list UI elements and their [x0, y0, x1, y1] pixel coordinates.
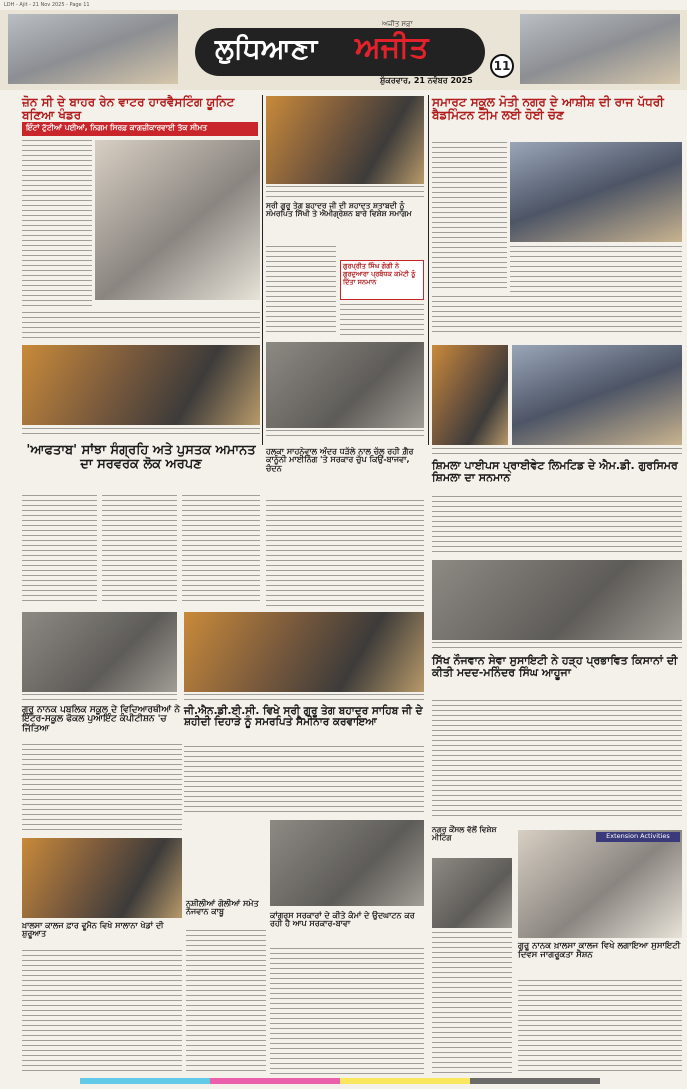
article-text — [266, 246, 336, 336]
article-text — [432, 932, 512, 1075]
headline-school-competition: ਗੁਰੂ ਨਾਨਕ ਪਬਲਿਕ ਸਕੂਲ ਦੇ ਵਿਦਿਆਰਥੀਆਂ ਨੇ ਇੰਟਰ-ਸਕੂਲ ਫੋਕਲ ਪੁਆਇੰਟ ਕੰਪੀਟੀਸ਼ਨ 'ਚ ਜਿੱਤਿਆ — [22, 705, 180, 734]
photo-sports — [22, 838, 182, 918]
masthead-right-image — [520, 14, 680, 84]
print-slug: LDH - Ajit - 21 Nov 2025 - Page 11 — [4, 2, 90, 8]
masthead-city: ਲੁਧਿਆਣਾ — [215, 32, 318, 65]
article-text — [22, 950, 182, 1075]
photo-caption — [266, 430, 424, 440]
headline-samagam: ਸ੍ਰੀ ਗੁਰੂ ਤੇਗ ਬਹਾਦਰ ਜੀ ਦੀ ਸ਼ਹਾਦਤ ਸ਼ਤਾਬਦੀ ਨੂੰ ਸਮਰਪਿਤ ਸਿੱਖੀ ਤੇ ਐਮੀਗ੍ਰੇਸ਼ਨ ਬਾਰੇ ਵਿਸ਼ੇਸ਼ ਸਮਾਗਮ — [266, 201, 412, 218]
headline-badminton: ਸਮਾਰਟ ਸਕੂਲ ਮੋਤੀ ਨਗਰ ਦੇ ਆਸ਼ੀਸ਼ ਦੀ ਰਾਜ ਪੱਧਰੀ ਬੈਡਮਿੰਟਨ ਟੀਮ ਲਈ ਹੋਈ ਚੋਣ — [432, 95, 664, 122]
photo-flood-relief — [432, 560, 682, 640]
photo-caption — [432, 642, 682, 650]
photo-press — [270, 820, 424, 906]
article-text — [22, 140, 92, 310]
headline-shimla-pipes: ਸ਼ਿਮਲਾ ਪਾਈਪਸ ਪ੍ਰਾਈਵੇਟ ਲਿਮਟਿਡ ਦੇ ਐਮ.ਡੀ. ਗੁਰਸਿਮਰ ਸ਼ਿਮਲਾ ਦਾ ਸਨਮਾਨ — [432, 459, 678, 484]
article-text — [22, 495, 97, 605]
photo-samagam — [266, 96, 424, 184]
column-rule — [428, 95, 429, 445]
photo-caption — [184, 694, 424, 702]
article-text — [182, 495, 260, 605]
headline-nagar-council: ਨਗਰ ਕੌਂਸਲ ਵੱਲੋਂ ਵਿਸ਼ੇਸ਼ ਮੀਟਿੰਗ — [432, 825, 497, 842]
photo-award-left — [432, 345, 508, 445]
photo-school — [22, 612, 177, 692]
article-text — [432, 296, 682, 336]
masthead-left-image — [8, 14, 178, 84]
photo-caption — [22, 428, 260, 436]
article-text — [270, 948, 424, 1075]
article-text — [22, 312, 260, 342]
photo-award — [512, 345, 682, 445]
subheadline-rain-water: ਇੰਟਾਂ ਟੁੱਟੀਆਂ ਪਈਆਂ, ਨਿਗਮ ਸਿਰਫ਼ ਕਾਗਜ਼ੀਕਾਰਵਾਈ ਤੱਕ ਸੀਮਤ — [22, 122, 258, 136]
headline-mining: ਹਲਕਾ ਸਾਹਨੇਵਾਲ ਅੰਦਰ ਧੜੱਲੇ ਨਾਲ ਚੱਲ ਰਹੀ ਗ਼ੈਰ ਕਾਨੂੰਨੀ ਮਾਈਨਿੰਗ 'ਤੇ ਸਰਕਾਰ ਚੁੱਪ ਕਿਉਂ-ਬਾਜਵਾ, ਚੰਦਨ — [266, 447, 414, 473]
photo-meeting — [266, 342, 424, 428]
story-highlight-box: ਗੁਰਪ੍ਰੀਤ ਸਿੰਘ ਗੋਗੀ ਨੇ ਗੁਰਦੁਆਰਾ ਪ੍ਰਬੰਧਕ ਕਮੇਟੀ ਨੂੰ ਦਿੱਤਾ ਸਨਮਾਨ — [340, 260, 424, 300]
photo-book-release — [22, 345, 260, 425]
headline-gn-khalsa: ਗੁਰੂ ਨਾਨਕ ਖ਼ਾਲਸਾ ਕਾਲਜ ਵਿਖੇ ਲਗਾਇਆ ਸੁਸਾਇਟੀ ਦਿਵਸ ਜਾਗਰੂਕਤਾ ਸੈਸ਼ਨ — [518, 941, 681, 960]
masthead-date: ਸ਼ੁੱਕਰਵਾਰ, 21 ਨਵੰਬਰ 2025 — [380, 76, 473, 85]
photo-caption — [22, 694, 177, 702]
headline-aftab: 'ਆਫਤਾਬ' ਸਾਂਝਾ ਸੰਗ੍ਰਹਿ ਅਤੇ ਪੁਸਤਕ ਅਮਾਨਤ ਦਾ ਸਰਵਰਕ ਲੋਕ ਅਰਪਣ — [26, 443, 256, 472]
photo-broken-unit — [95, 140, 260, 300]
column-rule — [262, 95, 263, 445]
masthead-small-label: ਅਜੀਤ ਸਫ਼ਾ — [382, 20, 413, 28]
headline-rain-water: ਜ਼ੋਨ ਸੀ ਦੇ ਬਾਹਰ ਰੇਨ ਵਾਟਰ ਹਾਰਵੈਸਟਿੰਗ ਯੂਨਿਟ ਬਣਿਆ ਖੰਡਰ — [22, 95, 235, 122]
headline-congress: ਕਾਂਗਰਸ ਸਰਕਾਰਾਂ ਦੇ ਕੀਤੇ ਕੰਮਾਂ ਦੇ ਉਦਘਾਟਨ ਕਰ ਰਹੀ ਹੈ ਆਪ ਸਰਕਾਰ-ਬਾਵਾ — [270, 911, 415, 929]
article-text — [266, 186, 424, 200]
photo-extension-activities — [518, 830, 682, 938]
badge-extension-activities: Extension Activities — [596, 832, 680, 842]
photo-caption — [432, 448, 682, 456]
masthead-paper: ਅਜੀਤ — [355, 30, 429, 65]
article-text — [432, 496, 682, 556]
masthead — [0, 10, 687, 90]
article-text — [102, 495, 177, 605]
headline-gndec: ਜੀ.ਐਨ.ਡੀ.ਈ.ਸੀ. ਵਿਖੇ ਸ੍ਰੀ ਗੁਰੂ ਤੇਗ ਬਹਾਦਰ ਸਾਹਿਬ ਜੀ ਦੇ ਸ਼ਹੀਦੀ ਦਿਹਾੜੇ ਨੂੰ ਸਮਰਪਿਤ ਸੈਮੀਨਾਰ ਕਰਵਾਇਆ — [184, 705, 423, 729]
headline-drugs: ਨਸ਼ੀਲੀਆਂ ਗੋਲੀਆਂ ਸਮੇਤ ਨੌਜਵਾਨ ਕਾਬੂ — [186, 899, 259, 917]
page-number: 11 — [490, 54, 514, 78]
article-text — [518, 980, 682, 1075]
color-registration-bar — [80, 1078, 600, 1084]
article-text — [184, 746, 424, 816]
article-text — [510, 246, 682, 296]
headline-sikh-society: ਸਿੱਖ ਨੌਜਵਾਨ ਸੇਵਾ ਸੁਸਾਇਟੀ ਨੇ ਹੜ੍ਹ ਪ੍ਰਭਾਵਿਤ ਕਿਸਾਨਾਂ ਦੀ ਕੀਤੀ ਮਦਦ-ਮਨਿੰਦਰ ਸਿੰਘ ਆਹੂਜਾ — [432, 654, 678, 679]
article-text — [432, 700, 682, 820]
photo-portrait — [432, 858, 512, 928]
photo-gndec — [184, 612, 424, 692]
article-text — [432, 142, 507, 292]
article-text — [340, 304, 424, 336]
article-text — [266, 500, 424, 610]
article-text — [22, 744, 182, 834]
photo-team — [510, 142, 682, 242]
headline-khalsa-sports: ਖ਼ਾਲਸਾ ਕਾਲਜ ਫ਼ਾਰ ਵੂਮੈਨ ਵਿਖੇ ਸਾਲਾਨਾ ਖੇਡਾਂ ਦੀ ਸ਼ੁਰੂਆਤ — [22, 921, 164, 939]
article-text — [186, 930, 266, 1075]
